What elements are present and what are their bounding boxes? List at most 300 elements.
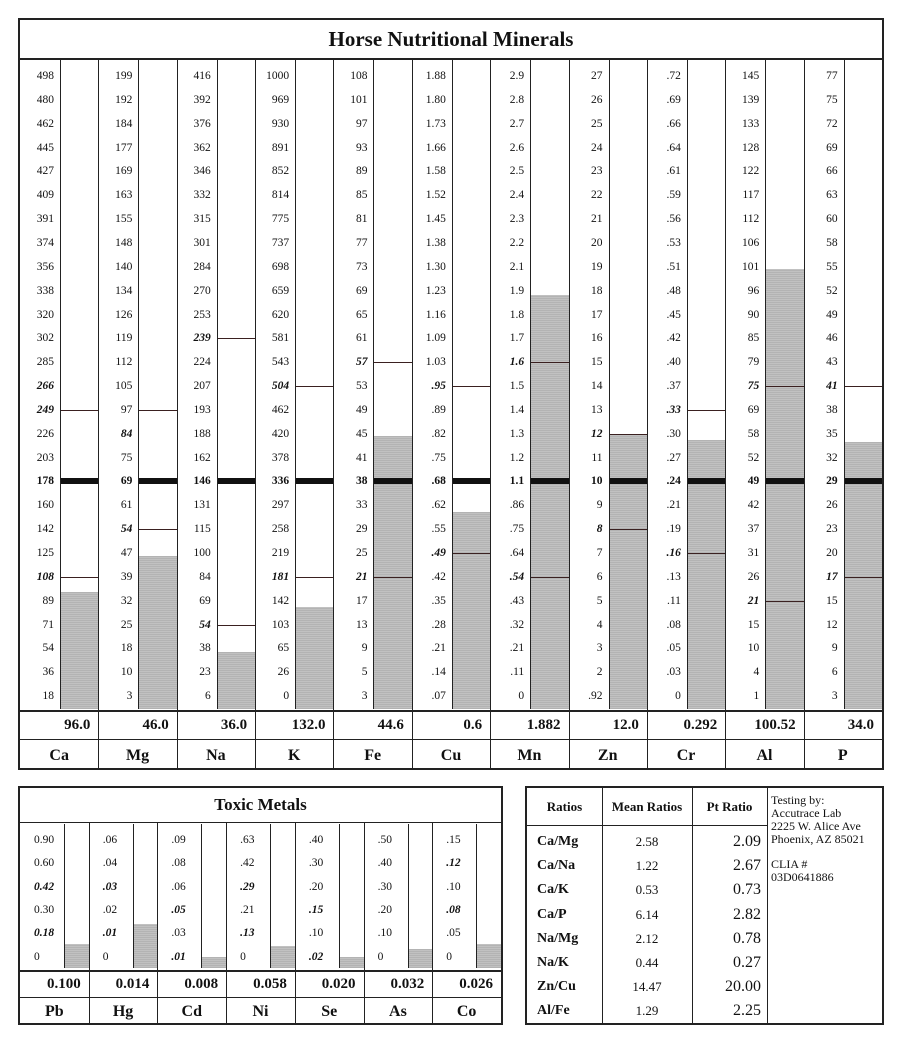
toxic-hg-tick-label: .02 <box>102 903 118 916</box>
mineral-cr-tick-label: .64 <box>666 141 681 154</box>
toxic-cd-tick-label: .05 <box>171 903 186 916</box>
toxic-se-bar-box <box>339 824 364 968</box>
mineral-p-separator <box>804 58 805 768</box>
mineral-zn-tick-label: 4 <box>596 618 603 631</box>
mineral-na-tick-label: 207 <box>193 380 211 393</box>
mineral-cu-tick-label: .14 <box>431 666 446 679</box>
mineral-p-tick-label: 52 <box>826 284 838 297</box>
mineral-na-tick-label: 284 <box>193 260 211 273</box>
mineral-mn-tick-label: 1.2 <box>509 451 525 464</box>
mineral-ca-tick-label: 108 <box>36 570 54 583</box>
mineral-zn-tick-label: 14 <box>591 380 603 393</box>
mineral-k-tick-label: 659 <box>271 284 290 297</box>
mineral-mg-value: 46.0 <box>142 717 169 733</box>
mineral-ca-tick-label: 356 <box>36 260 54 273</box>
mineral-mn-tick-label: 1.9 <box>509 284 525 297</box>
mineral-cr-tick-label: .24 <box>666 475 681 488</box>
mineral-na-tick-label: 100 <box>193 547 211 559</box>
mineral-mg-tick-label: 10 <box>120 666 133 679</box>
mineral-na-tick-label: 270 <box>193 284 211 297</box>
mineral-p-tick-label: 46 <box>826 332 838 345</box>
mineral-mn-separator <box>490 58 491 768</box>
mineral-al-tick-label: 69 <box>747 403 760 416</box>
mineral-mg-tick-label: 155 <box>115 213 133 226</box>
mineral-k-tick-label: 852 <box>271 165 290 178</box>
mineral-mn-tick-label: 1.4 <box>509 403 525 416</box>
toxic-pb-bar-box <box>64 824 89 968</box>
toxic-hg-tick-label: .03 <box>102 880 118 893</box>
toxic-hg-tick-label: 0 <box>102 950 109 963</box>
mineral-k-bar-box <box>295 60 333 709</box>
toxic-ni-tick-label: .63 <box>240 834 255 846</box>
toxic-metals-chart <box>18 786 503 1025</box>
mineral-na-label: Na <box>206 746 226 764</box>
mineral-cu-tick-label: .55 <box>431 523 446 536</box>
mineral-cu-bar-box <box>452 60 490 709</box>
ratios-header-2: Pt Ratio <box>692 788 767 826</box>
toxic-ni-separator <box>226 822 227 1023</box>
ratio-mean: 2.58 <box>635 834 659 850</box>
mineral-ca-tick-label: 125 <box>36 547 54 559</box>
mineral-k-bar <box>296 607 333 709</box>
mineral-fe-tick-label: 49 <box>355 403 368 416</box>
mineral-fe-tick-label: 33 <box>355 499 368 512</box>
mineral-cu-tick-label: .95 <box>431 380 446 393</box>
toxic-se-tick-label: .10 <box>308 927 324 940</box>
mineral-zn-ref-low-line <box>610 529 647 530</box>
mineral-ca-value: 96.0 <box>64 717 91 733</box>
mineral-cr-bar-box <box>687 60 725 709</box>
mineral-mg-separator <box>98 58 99 768</box>
mineral-mg-tick-label: 192 <box>115 93 133 106</box>
mineral-k-tick-label: 26 <box>277 666 290 679</box>
mineral-al-value: 100.52 <box>754 717 796 733</box>
ratio-mean: 1.22 <box>635 858 659 874</box>
mineral-ca-tick-label: 427 <box>36 165 54 178</box>
mineral-al-tick-label: 15 <box>747 618 760 631</box>
toxic-co-tick-label: .05 <box>446 927 461 940</box>
toxic-pb-tick-label: 0.90 <box>34 834 55 846</box>
mineral-k-tick-label: 504 <box>271 380 290 393</box>
mineral-fe-tick-label: 13 <box>355 618 368 631</box>
mineral-al-ref-high-line <box>766 386 803 387</box>
mineral-al-tick-label: 85 <box>747 332 760 345</box>
mineral-mn-tick-label: .54 <box>509 570 525 583</box>
mineral-cr-tick-label: .05 <box>666 642 681 655</box>
mineral-mn-ref-low-line <box>531 577 568 578</box>
mineral-al-ref-low-line <box>766 601 803 602</box>
mineral-ca-tick-label: 89 <box>42 594 54 607</box>
mineral-zn-tick-label: 11 <box>591 451 603 464</box>
mineral-k-tick-label: 65 <box>277 642 290 655</box>
toxic-se-tick-label: .30 <box>308 857 324 870</box>
toxic-ni-tick-label: .29 <box>240 880 255 893</box>
mineral-al-tick-label: 49 <box>747 475 760 488</box>
mineral-mg-tick-label: 112 <box>115 356 133 369</box>
mineral-fe-tick-label: 25 <box>355 547 368 559</box>
mineral-k-tick-label: 698 <box>271 260 290 273</box>
mineral-k-tick-label: 814 <box>271 189 290 202</box>
mineral-mg-tick-label: 140 <box>115 260 133 273</box>
ratios-header-1: Mean Ratios <box>602 788 692 826</box>
mineral-mn-bar <box>531 295 568 709</box>
mineral-mn-tick-label: 2.1 <box>509 260 525 273</box>
mineral-zn-tick-label: 2 <box>596 666 603 679</box>
mineral-zn-tick-label: 26 <box>591 93 603 106</box>
mineral-mn-tick-label: 2.9 <box>509 70 525 82</box>
mineral-mg-tick-label: 54 <box>120 523 133 536</box>
toxic-as-bar <box>409 949 433 968</box>
mineral-al-tick-label: 128 <box>742 141 760 154</box>
mineral-ca-tick-label: 462 <box>36 117 54 130</box>
mineral-mg-tick-label: 105 <box>115 380 133 393</box>
mineral-values-row <box>20 710 882 740</box>
mineral-cu-tick-label: .07 <box>431 690 446 703</box>
mineral-al-tick-label: 58 <box>747 427 760 440</box>
mineral-mg-bar <box>139 556 176 709</box>
mineral-cr-ref-low-line <box>688 553 725 554</box>
ratio-pt: 2.82 <box>733 905 761 923</box>
mineral-al-tick-label: 37 <box>747 523 760 536</box>
mineral-al-bar-box <box>765 60 803 709</box>
mineral-zn-tick-label: 16 <box>591 332 603 345</box>
toxic-co-separator <box>432 822 433 1023</box>
mineral-mg-tick-label: 119 <box>115 332 133 345</box>
mineral-k-tick-label: 420 <box>271 427 290 440</box>
toxic-se-tick-label: .40 <box>308 834 324 846</box>
mineral-al-tick-label: 26 <box>747 570 760 583</box>
mineral-cr-tick-label: .08 <box>666 618 681 631</box>
mineral-k-tick-label: 378 <box>271 451 290 464</box>
mineral-fe-tick-label: 65 <box>355 308 368 321</box>
toxic-pb-tick-label: 0.30 <box>34 903 55 916</box>
mineral-na-tick-label: 193 <box>193 403 211 416</box>
mineral-k-tick-label: 891 <box>271 141 290 154</box>
mineral-cu-tick-label: .28 <box>431 618 446 631</box>
mineral-p-tick-label: 43 <box>826 356 838 369</box>
mineral-na-ref-high-line <box>218 338 255 339</box>
lab-clia: 03D0641886 <box>771 870 834 884</box>
mineral-cr-value: 0.292 <box>683 717 718 733</box>
mineral-mn-tick-label: 1.1 <box>509 475 525 488</box>
mineral-mn-value: 1.882 <box>526 717 561 733</box>
mineral-zn-bar-box <box>609 60 647 709</box>
mineral-na-tick-label: 362 <box>193 141 211 154</box>
mineral-al-tick-label: 122 <box>742 165 760 178</box>
toxic-se-label: Se <box>321 1002 338 1020</box>
mineral-p-value: 34.0 <box>847 717 874 733</box>
mineral-p-tick-label: 77 <box>826 70 838 82</box>
mineral-fe-tick-label: 81 <box>355 213 368 226</box>
mineral-cr-tick-label: .45 <box>666 308 681 321</box>
toxic-ni-tick-label: .21 <box>240 903 255 916</box>
mineral-cu-tick-label: .49 <box>431 547 446 559</box>
mineral-zn-tick-label: 23 <box>591 165 603 178</box>
ratios-table <box>525 786 884 1025</box>
mineral-cr-tick-label: .72 <box>666 70 681 82</box>
toxic-se-tick-label: .20 <box>308 880 324 893</box>
mineral-mn-tick-label: 1.8 <box>509 308 525 321</box>
ratio-name: Na/K <box>537 955 569 971</box>
toxic-cd-label: Cd <box>181 1002 202 1020</box>
mineral-p-tick-label: 60 <box>826 213 838 226</box>
mineral-cu-tick-label: 1.45 <box>425 213 446 226</box>
ratios-col-divider <box>602 788 603 1023</box>
mineral-al-bar <box>766 269 803 709</box>
mineral-zn-tick-label: 12 <box>591 427 603 440</box>
mineral-zn-tick-label: 8 <box>596 523 603 536</box>
mineral-k-ref-high-line <box>296 386 333 387</box>
toxic-pb-tick-label: 0.60 <box>34 857 55 870</box>
toxic-pb-tick-label: 0.42 <box>34 880 55 893</box>
mineral-cr-tick-label: .37 <box>666 380 681 393</box>
mineral-na-bar-box <box>217 60 255 709</box>
mineral-k-tick-label: 142 <box>271 594 290 607</box>
toxic-se-tick-label: .15 <box>308 903 324 916</box>
mineral-k-tick-label: 258 <box>271 523 290 536</box>
mineral-cu-separator <box>412 58 413 768</box>
ratio-pt: 2.09 <box>733 833 761 851</box>
mineral-k-tick-label: 543 <box>271 356 290 369</box>
mineral-cr-tick-label: .21 <box>666 499 681 512</box>
mineral-ca-tick-label: 36 <box>42 666 54 679</box>
toxic-hg-tick-label: .01 <box>102 927 118 940</box>
toxic-labels-row <box>20 999 501 1024</box>
mineral-p-tick-label: 55 <box>826 260 838 273</box>
toxic-co-label: Co <box>456 1002 477 1020</box>
mineral-k-tick-label: 581 <box>271 332 290 345</box>
mineral-zn-tick-label: 9 <box>596 499 603 512</box>
mineral-cu-tick-label: 1.73 <box>425 117 446 130</box>
toxic-co-tick-label: .12 <box>446 857 461 870</box>
mineral-na-tick-label: 392 <box>193 93 211 106</box>
mineral-ca-tick-label: 445 <box>36 141 54 154</box>
mineral-mn-tick-label: .43 <box>509 594 525 607</box>
mineral-fe-tick-label: 17 <box>355 594 368 607</box>
mineral-cr-label: Cr <box>676 746 696 764</box>
mineral-fe-bar-box <box>373 60 411 709</box>
ratio-name: Ca/Mg <box>537 834 579 850</box>
ratio-pt: 20.00 <box>725 978 761 996</box>
ratio-mean: 2.12 <box>635 930 659 946</box>
mineral-fe-label: Fe <box>364 746 382 764</box>
mineral-zn-tick-label: 22 <box>591 189 603 202</box>
mineral-p-tick-label: 23 <box>826 523 838 536</box>
mineral-al-tick-label: 112 <box>742 213 760 226</box>
toxic-co-tick-label: .10 <box>446 880 461 893</box>
lab-name: Accutrace Lab <box>771 806 842 820</box>
toxic-as-tick-label: 0 <box>377 950 384 963</box>
mineral-fe-tick-label: 73 <box>355 260 368 273</box>
ratios-col-divider <box>692 788 693 1023</box>
mineral-na-tick-label: 6 <box>204 690 211 703</box>
mineral-cr-tick-label: .66 <box>666 117 681 130</box>
mineral-cu-tick-label: 1.58 <box>425 165 446 178</box>
mineral-p-tick-label: 15 <box>826 594 838 607</box>
mineral-ca-tick-label: 160 <box>36 499 54 512</box>
mineral-zn-separator <box>569 58 570 768</box>
mineral-na-tick-label: 23 <box>199 666 211 679</box>
mineral-p-tick-label: 9 <box>831 642 838 655</box>
mineral-fe-value: 44.6 <box>377 717 404 733</box>
mineral-k-tick-label: 219 <box>271 547 290 559</box>
mineral-ca-tick-label: 285 <box>36 356 54 369</box>
toxic-hg-separator <box>89 822 90 1023</box>
mineral-p-tick-label: 41 <box>826 380 838 393</box>
mineral-ca-tick-label: 178 <box>36 475 54 488</box>
toxic-se-separator <box>295 822 296 1023</box>
mineral-fe-tick-label: 21 <box>355 570 368 583</box>
mineral-na-tick-label: 131 <box>193 499 211 512</box>
mineral-na-tick-label: 84 <box>199 570 211 583</box>
ratio-mean: 14.47 <box>632 979 662 995</box>
toxic-cd-value: 0.008 <box>184 976 219 992</box>
ratio-name: Na/Mg <box>537 930 579 946</box>
mineral-cr-tick-label: 0 <box>675 690 681 703</box>
mineral-zn-ref-high-line <box>610 434 647 435</box>
mineral-k-tick-label: 737 <box>271 236 290 249</box>
mineral-al-tick-label: 31 <box>747 547 760 559</box>
mineral-cr-tick-label: .42 <box>666 332 681 345</box>
mineral-na-tick-label: 146 <box>193 475 211 488</box>
mineral-mg-tick-label: 97 <box>120 403 133 416</box>
toxic-ni-tick-label: .42 <box>240 857 255 870</box>
mineral-mg-tick-label: 39 <box>120 570 133 583</box>
toxic-se-tick-label: .02 <box>308 950 324 963</box>
mineral-fe-bar <box>374 436 411 709</box>
mineral-p-tick-label: 20 <box>826 547 838 559</box>
mineral-al-tick-label: 90 <box>747 308 760 321</box>
mineral-p-ref-low-line <box>845 577 882 578</box>
toxic-pb-tick-label: 0.18 <box>34 927 55 940</box>
mineral-p-tick-label: 17 <box>826 570 838 583</box>
mineral-mn-tick-label: .86 <box>509 499 525 512</box>
mineral-mg-tick-label: 126 <box>115 308 133 321</box>
mineral-na-ref-low-line <box>218 625 255 626</box>
mineral-cu-tick-label: 1.66 <box>425 141 446 154</box>
mineral-fe-tick-label: 61 <box>355 332 368 345</box>
mineral-cr-tick-label: .48 <box>666 284 681 297</box>
toxic-pb-label: Pb <box>45 1002 64 1020</box>
mineral-fe-tick-label: 77 <box>355 236 368 249</box>
mineral-ca-tick-label: 320 <box>36 308 54 321</box>
mineral-ca-ref-high-line <box>61 410 98 411</box>
mineral-mg-label: Mg <box>125 746 150 764</box>
toxic-co-bar <box>477 944 501 968</box>
mineral-cr-tick-label: .03 <box>666 666 681 679</box>
toxic-cd-tick-label: .06 <box>171 880 186 893</box>
mineral-cr-tick-label: .59 <box>666 189 681 202</box>
mineral-cr-tick-label: .30 <box>666 427 681 440</box>
mineral-k-tick-label: 620 <box>271 308 290 321</box>
mineral-na-tick-label: 416 <box>193 70 211 82</box>
mineral-mn-ref-high-line <box>531 362 568 363</box>
mineral-k-tick-label: 181 <box>271 570 290 583</box>
mineral-mn-tick-label: .32 <box>509 618 525 631</box>
mineral-p-tick-label: 66 <box>826 165 838 178</box>
mineral-zn-tick-label: 13 <box>591 403 603 416</box>
mineral-fe-tick-label: 93 <box>355 141 368 154</box>
toxic-hg-tick-label: .04 <box>102 857 118 870</box>
mineral-cr-tick-label: .51 <box>666 260 681 273</box>
mineral-zn-tick-label: .92 <box>588 690 603 703</box>
mineral-mn-tick-label: 2.7 <box>509 117 525 130</box>
mineral-na-tick-label: 115 <box>193 523 211 536</box>
mineral-cr-mid-line <box>688 478 725 484</box>
mineral-p-ref-high-line <box>845 386 882 387</box>
mineral-mg-tick-label: 47 <box>120 547 133 559</box>
mineral-al-tick-label: 10 <box>747 642 760 655</box>
mineral-cr-tick-label: .69 <box>666 93 681 106</box>
mineral-na-tick-label: 332 <box>193 189 211 202</box>
mineral-k-tick-label: 297 <box>271 499 290 512</box>
mineral-ca-bar-box <box>60 60 98 709</box>
mineral-fe-tick-label: 38 <box>355 475 368 488</box>
mineral-k-tick-label: 969 <box>271 93 290 106</box>
mineral-cu-tick-label: .21 <box>431 642 446 655</box>
mineral-al-tick-label: 101 <box>742 260 760 273</box>
mineral-ca-tick-label: 338 <box>36 284 54 297</box>
mineral-al-tick-label: 21 <box>747 594 760 607</box>
mineral-al-tick-label: 96 <box>747 284 760 297</box>
mineral-zn-bar <box>610 434 647 709</box>
mineral-p-tick-label: 32 <box>826 451 838 464</box>
mineral-zn-tick-label: 27 <box>591 70 603 82</box>
ratio-pt: 2.67 <box>733 857 761 875</box>
toxic-as-label: As <box>389 1002 407 1020</box>
mineral-na-tick-label: 239 <box>193 332 211 345</box>
mineral-mg-bar-box <box>138 60 176 709</box>
mineral-na-tick-label: 346 <box>193 165 211 178</box>
toxic-ni-tick-label: 0 <box>240 950 246 963</box>
mineral-al-tick-label: 1 <box>753 690 760 703</box>
mineral-zn-tick-label: 10 <box>591 475 603 488</box>
mineral-mg-tick-label: 134 <box>115 284 133 297</box>
mineral-fe-separator <box>333 58 334 768</box>
mineral-al-tick-label: 42 <box>747 499 760 512</box>
mineral-cu-tick-label: 1.30 <box>425 260 446 273</box>
mineral-cu-value: 0.6 <box>463 717 483 733</box>
mineral-ca-tick-label: 203 <box>36 451 54 464</box>
mineral-ca-tick-label: 142 <box>36 523 54 536</box>
toxic-as-tick-label: .20 <box>377 903 392 916</box>
mineral-mn-tick-label: 2.8 <box>509 93 525 106</box>
mineral-mn-tick-label: 2.3 <box>509 213 525 226</box>
mineral-fe-tick-label: 69 <box>355 284 368 297</box>
ratios-col-divider <box>767 788 768 1023</box>
mineral-ca-tick-label: 54 <box>42 642 54 655</box>
mineral-cu-tick-label: .35 <box>431 594 446 607</box>
mineral-cu-tick-label: .68 <box>431 475 446 488</box>
mineral-cu-tick-label: 1.38 <box>425 236 446 249</box>
mineral-cu-tick-label: .82 <box>431 427 446 440</box>
toxic-as-tick-label: .50 <box>377 834 392 846</box>
mineral-cu-tick-label: 1.03 <box>425 356 446 369</box>
ratio-mean: 1.29 <box>635 1003 659 1019</box>
mineral-cu-ref-high-line <box>453 386 490 387</box>
toxic-as-bar-box <box>408 824 433 968</box>
ratio-name: Al/Fe <box>537 1003 570 1019</box>
mineral-mn-label: Mn <box>517 746 542 764</box>
mineral-na-tick-label: 315 <box>193 213 211 226</box>
chart-title: Horse Nutritional Minerals <box>20 20 882 60</box>
mineral-al-tick-label: 145 <box>742 70 760 82</box>
toxic-as-tick-label: .40 <box>377 857 392 870</box>
mineral-p-label: P <box>837 746 848 764</box>
mineral-p-tick-label: 3 <box>831 690 838 703</box>
mineral-cu-tick-label: 1.88 <box>425 70 446 82</box>
toxic-cd-separator <box>157 822 158 1023</box>
